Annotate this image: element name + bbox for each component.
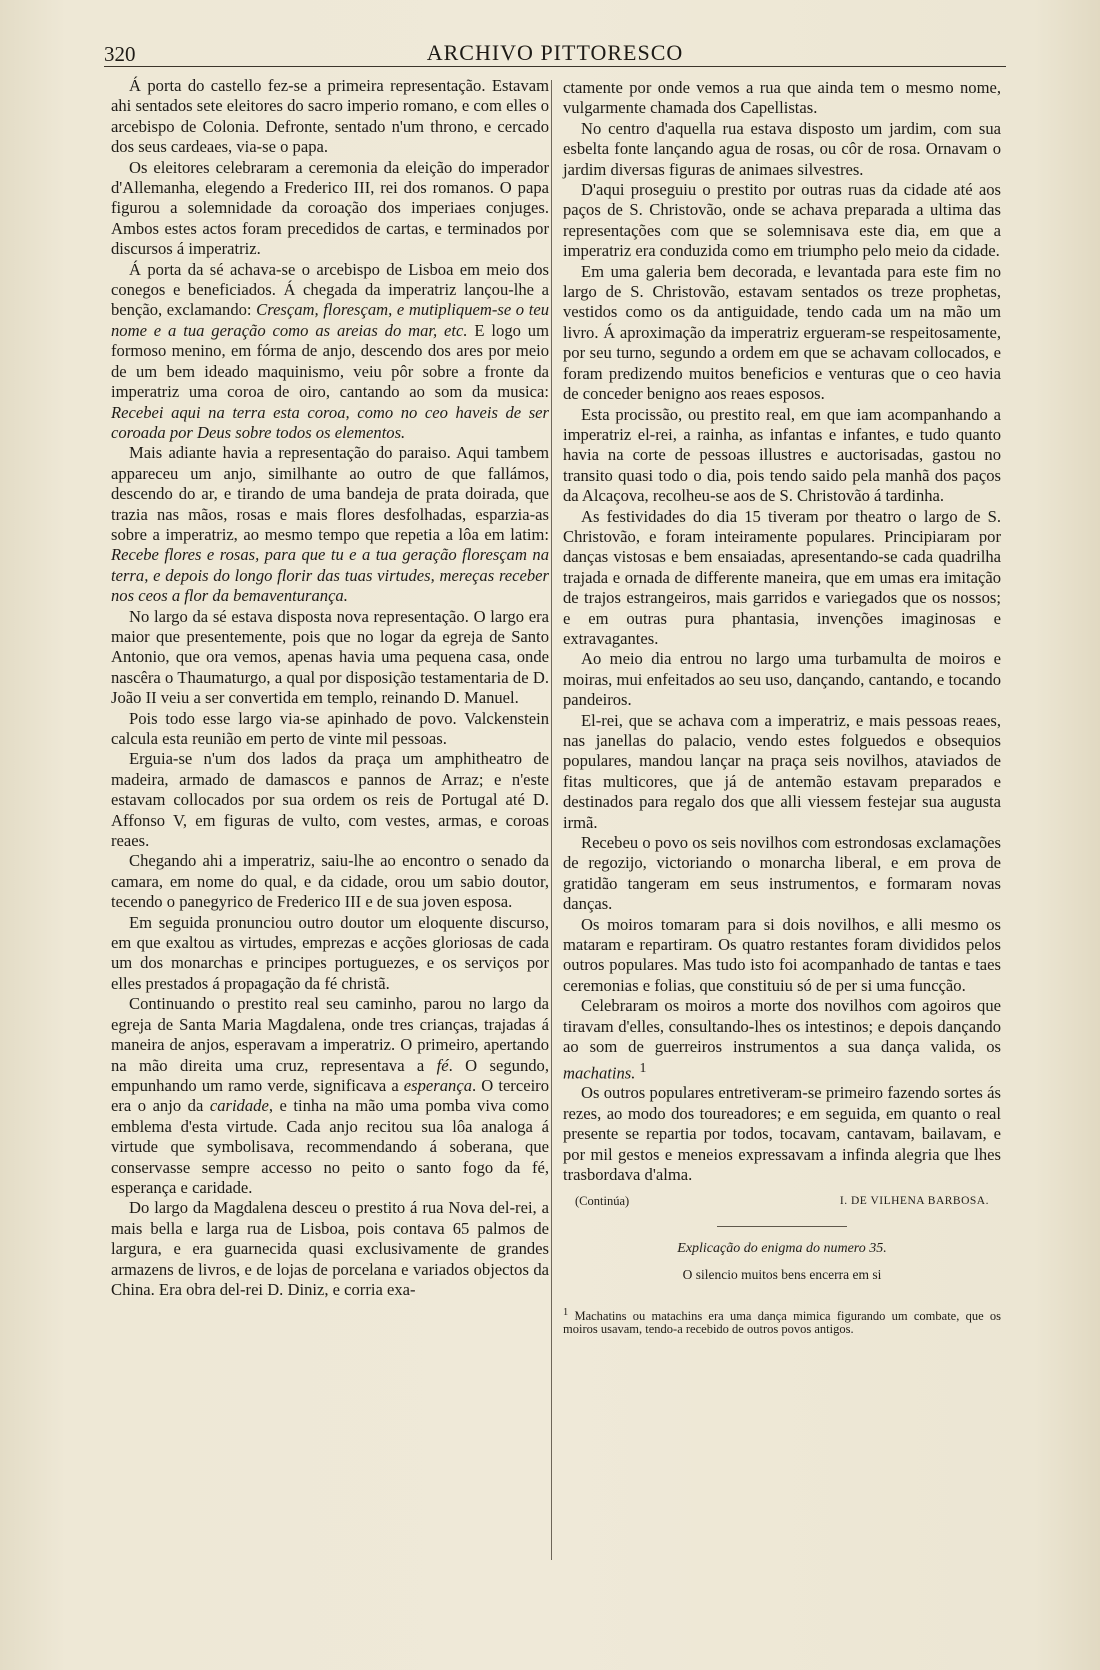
paragraph: Esta procissão, ou prestito real, em que iam acompanhando a imperatriz el-rei, a rainha, as infantas e infantes, e tudo quanto havia na corte de pessoas illustres e auctorisadas, gastou no transito quasi todo o dia, pois tendo saido pela manhã dos paços da Alcaçova, recolheu-se aos de S. Christovão á tardinha. <box>563 404 1001 506</box>
author-signature: I. DE VILHENA BARBOSA. <box>839 1195 989 1208</box>
paragraph: ctamente por onde vemos a rua que ainda tem o mesmo nome, vulgarmente chamada dos Capellistas. <box>563 78 1001 118</box>
column-divider <box>551 80 552 1560</box>
right-column <box>563 78 1001 1336</box>
paragraph: Celebraram os moiros a morte dos novilhos com agoiros que tiravam d'elles, consultando-lhes os intestinos; e depois dançando ao som de guerreiros instrumentos a sua dança valida, os machatins. $^1$ <box>563 996 1001 1083</box>
paragraph: Recebeu o povo os seis novilhos com estrondosas exclamações de regozijo, victoriando o monarcha liberal, e em prova de gratidão tangeram em seus instrumentos, e formaram novas danças. <box>563 833 1001 914</box>
paragraph: Os eleitores celebraram a ceremonia da eleição do imperador d'Allemanha, elegendo a Frederico III, rei dos romanos. O papa figurou a solemnidade da coroação dos imperiaes conjuges. Ambos estes actos foram precedidos de cartas, e terminados por discursos á imperatriz. <box>111 157 549 259</box>
paragraph: Á porta da sé achava-se o arcebispo de Lisboa em meio dos conegos e beneficiados. Á chegada da imperatriz lançou-lhe a benção, exclamando: Cresçam, floresçam, e mutipliquem-se o teu nome e a tua geração como as areias do mar, etc. E logo um formoso menino, em fórma de anjo, descendo dos ares por meio de um bem ideado maquinismo, veiu pôr sobre a fronte da imperatriz uma coroa de oiro, cantando ao som da musica: Recebei aqui na terra esta coroa, como no ceo haveis de ser coroada por Deus sobre todos os elementos. <box>111 259 549 442</box>
paragraph: No centro d'aquella rua estava disposto um jardim, com sua esbelta fonte lançando agua de rosas, ou côr de rosa. Ornavam o jardim diversas figuras de animaes silvestres. <box>563 118 1001 179</box>
paragraph: No largo da sé estava disposta nova representação. O largo era maior que presentemente, pois que no logar da egreja de Santo Antonio, que ora vemos, apenas havia uma pequena casa, onde nascêra o Thaumaturgo, a qual por disposição testamentaria de D. João II veiu a ser convertida em templo, reinando D. Manuel. <box>111 606 549 708</box>
paragraph: Os moiros tomaram para si dois novilhos, e alli mesmo os mataram e repartiram. Os quatro restantes foram divididos pelos outros populares. Mas tudo isto foi acompanhado de tantas e taes ceremonias e folias, que constituiu só de per si uma funcção. <box>563 914 1001 995</box>
paragraph: Continuando o prestito real seu caminho, parou no largo da egreja de Santa Maria Magdalena, onde tres crianças, trajadas á maneira de anjos, esperavam a imperatriz. O primeiro, apertando na mão direita uma cruz, representava a fé. O segundo, empunhando um ramo verde, significava a esperança. O terceiro era o anjo da caridade, e tinha na mão uma pomba viva como emblema d'esta virtude. Cada anjo recitou sua lôa analoga á virtude que symbolisava, recommendando á soberana, que conservasse sempre accesso no peito o santo fogo da fé, esperança e caridade. <box>111 994 549 1197</box>
paragraph: Do largo da Magdalena desceu o prestito á rua Nova del-rei, a mais bella e larga rua de Lisboa, pois contava 65 palmos de largura, e era guarnecida quasi exclusivamente de grandes armazens de livros, e de lojas de porcelana e variados objectos da China. Era obra del-rei D. Diniz, e corria exa- <box>111 1198 549 1299</box>
paragraph: Os outros populares entretiveram-se primeiro fazendo sortes ás rezes, ao modo dos toureadores; e em seguida, em quanto o real presente se repartia por todos, tocavam, cantavam, bailavam, e por mil gestos e meneios expressavam a infinda alegria que lhes trasbordava d'alma. <box>563 1083 1001 1185</box>
page-number: 320 <box>104 42 136 66</box>
left-column <box>111 76 549 1300</box>
article-footer <box>575 1191 989 1211</box>
enigma-answer: O silencio muitos bens encerra em si <box>682 1267 882 1283</box>
enigma-title: Explicação do enigma do numero 35. <box>677 1240 887 1256</box>
paragraph: Pois todo esse largo via-se apinhado de povo. Valckenstein calcula esta reunião em perto de vinte mil pessoas. <box>111 708 549 748</box>
paragraph: Chegando ahi a imperatriz, saiu-lhe ao encontro o senado da camara, em nome do qual, e da cidade, orou um sabio doutor, tecendo o panegyrico de Frederico III e de sua joven esposa. <box>111 851 549 912</box>
footnote-text: Machatins ou matachins era uma dança mimica figurando um combate, que os moiros usavam, tendo-a recebido de outros povos antigos. <box>563 1308 1002 1336</box>
page-header <box>104 38 1006 67</box>
paragraph: Ao meio dia entrou no largo uma turbamulta de moiros e moiras, mui enfeitados ao seu uso, dançando, cantando, e tocando pandeiros. <box>563 649 1001 710</box>
section-rule <box>717 1226 847 1227</box>
quote-italic: Recebe flores e rosas, para que tu e a tua geração floresçam na terra, e depois do longo florir das tuas virtudes, mereças receber nos ceos a flor da bemaventurança. <box>111 545 549 606</box>
paragraph: Mais adiante havia a representação do paraiso. Aqui tambem appareceu um anjo, similhante ao outro de que fallámos, descendo do ar, e tirando de uma bandeja de prata doirada, que trazia nas mãos, rosas e mais flores desfolhadas, esparzia-as sobre a imperatriz, ao mesmo tempo que repetia a lôa em latim: Recebe flores e rosas, para que tu e a tua geração floresçam na terra, e depois do longo florir das tuas virtudes, mereças receber nos ceos a flor da bemaventurança. <box>111 443 549 606</box>
paragraph: Em uma galeria bem decorada, e levantada para este fim no largo de S. Christovão, estavam sentados os treze prophetas, vestidos como os da antiguidade, tendo cada um na mão um livro. Á aproximação da imperatriz ergueram-se respeitosamente, por seu turno, segundo a ordem em que se achavam collocados, e foram predizendo muitos beneficios e venturas que o ceo havia de conceder benigno aos reaes esposos. <box>563 261 1001 404</box>
paragraph: D'aqui proseguiu o prestito por outras ruas da cidade até aos paços de S. Christovão, onde se achava preparada a ultima das representações com que se solemnisava este dia, em que a imperatriz era conduzida como em triumpho pelo meio da cidade. <box>563 180 1001 261</box>
paragraph: As festividades do dia 15 tiveram por theatro o largo de S. Christovão, e foram inteiramente populares. Principiaram por danças vistosas e bem ensaiadas, apresentando-se cada quadrilha trajada e ornada de differente maneira, que em umas era imitação de trajos estrangeiros, mais garridos e variegados que os nossos; e em outras pura phantasia, invenções imaginosas e extravagantes. <box>563 506 1001 648</box>
paragraph: El-rei, que se achava com a imperatriz, e mais pessoas reaes, nas janellas do palacio, vendo estes folguedos e obsequios populares, mandou lançar na praça seis novilhos, ataviados de fitas multicores, que já de antemão estavam preparados e destinados para regalo dos que alli viessem festejar sua augusta irmã. <box>563 710 1001 832</box>
footnote-ref[interactable]: 1 <box>639 1059 647 1075</box>
quote-italic: Cresçam, floresçam, e mutipliquem-se o teu nome e a tua geração como as areias do mar, etc. <box>111 300 549 340</box>
quote-italic: Recebei aqui na terra esta coroa, como no ceo haveis de ser coroada por Deus sobre todos os elementos. <box>111 402 549 442</box>
footnote <box>563 1306 1001 1336</box>
paragraph: Erguia-se n'um dos lados da praça um amphitheatro de madeira, armado de damascos e pannos de Arraz; e n'este estavam collocados por sua ordem os reis de Portugal até D. Affonso V, em figuras de vulto, com vestes, armas, e coroas reaes. <box>111 749 549 851</box>
continued-note: (Continúa) <box>575 1194 630 1209</box>
running-title: ARCHIVO PITTORESCO <box>426 40 684 65</box>
paragraph: Em seguida pronunciou outro doutor um eloquente discurso, em que exaltou as virtudes, emprezas e acções gloriosas de cada um dos monarchas e principes portuguezes, e os serviços por elles prestados á propagação da fé christã. <box>111 912 549 993</box>
paragraph: Á porta do castello fez-se a primeira representação. Estavam ahi sentados sete eleitores do sacro imperio romano, e com elles o arcebispo de Colonia. Defronte, sentado n'um throno, e cercado dos seus cardeaes, via-se o papa. <box>111 76 549 157</box>
footnote-mark: 1 <box>563 1306 569 1318</box>
